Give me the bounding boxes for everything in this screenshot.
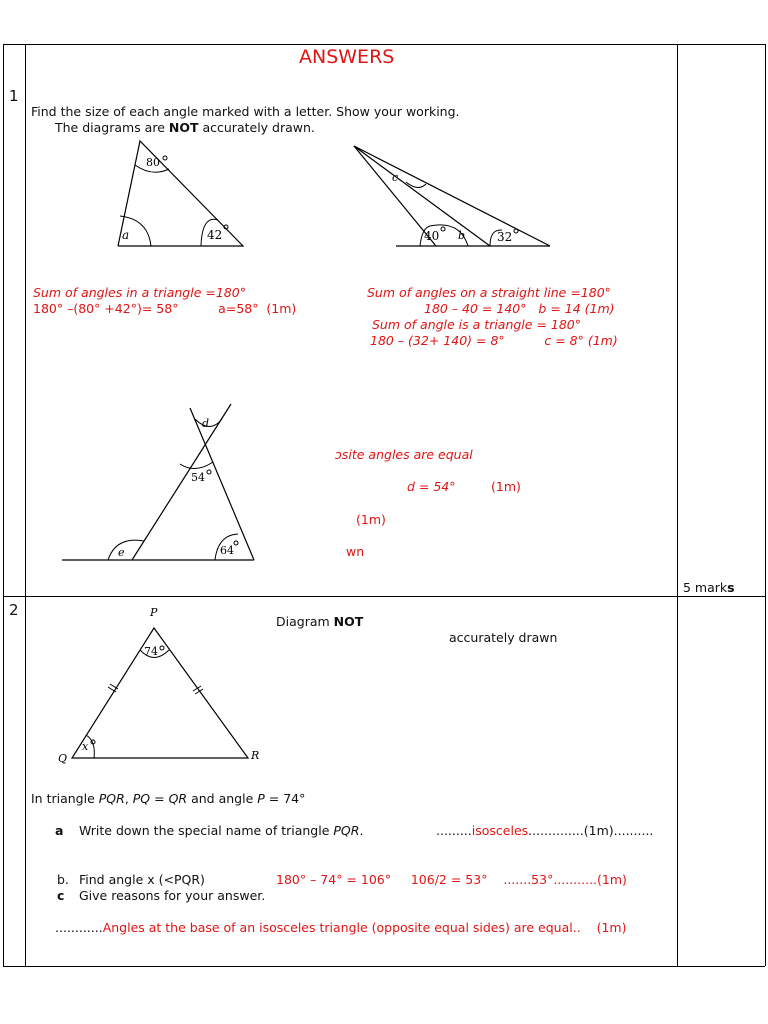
triangle-diagram-pqr <box>52 602 267 767</box>
q2-statement-pq: PQ <box>132 791 151 806</box>
tri1-angle-a: a <box>122 228 130 242</box>
q2-diagram-note <box>276 614 363 629</box>
tri2-degree-32 <box>514 229 518 233</box>
question-number-2: 2 <box>9 601 19 619</box>
q1-note-bold: NOT <box>168 120 199 135</box>
tri2-angle-b: b <box>458 229 466 242</box>
q1-instruction: Find the size of each angle marked with a letter. Show your working. <box>31 104 460 119</box>
q2-diagram-bold: NOT <box>333 614 364 629</box>
q1-answer3-line-4: wn <box>346 544 365 559</box>
q2-statement-pqr: PQR <box>98 791 125 806</box>
tri1-angle-right: 42 <box>207 228 223 242</box>
q2-statement-qr: QR <box>168 791 188 806</box>
triangle-diagram-1 <box>110 135 255 255</box>
q2-part-c-answer <box>55 920 626 935</box>
q1-answer-left-line-1: Sum of angles in a triangle =180° <box>33 285 246 300</box>
q1-answer-right-line-4: 180 – (32+ 140) = 8° c = 8° (1m) <box>370 333 618 348</box>
q1-note <box>55 120 315 135</box>
tri2-angle-40: 40 <box>424 229 440 243</box>
table-border-right <box>765 44 766 966</box>
table-row-divider <box>3 596 765 597</box>
q2-part-a-dots-post: ..............(1m).......... <box>528 823 654 838</box>
triangle-diagram-3 <box>60 402 260 567</box>
q1-marks-bold: s <box>727 580 735 595</box>
q1-answer-left-line-2: 180° –(80° +42°)= 58° a=58° (1m) <box>33 301 297 316</box>
q1-answer-right-line-2: 180 – 40 = 140° b = 14 (1m) <box>424 301 615 316</box>
q2-statement-3: = <box>150 791 169 806</box>
q1-answer3-line-1: ɔsite angles are equal <box>335 447 473 462</box>
tri3-angle-d: d <box>202 417 210 430</box>
q2-part-a-dot: . <box>359 823 364 838</box>
table-col-divider-1 <box>25 44 26 966</box>
q2-part-c-answer-text: Angles at the base of an isosceles triangle (opposite equal sides) are equal.. (1m) <box>102 920 627 935</box>
tri2-angle-c: c <box>392 171 399 184</box>
q2-part-a-pqr: PQR <box>333 823 360 838</box>
q2-part-a-question <box>79 823 363 838</box>
tri-pqr-label-q: Q <box>58 752 68 765</box>
tri-pqr-angle-x: x <box>82 740 89 753</box>
q2-part-b-label: b. <box>57 872 69 887</box>
triangle-diagram-2 <box>350 142 560 252</box>
q1-answer3-line-3: (1m) <box>356 512 386 527</box>
q2-part-a-text: Write down the special name of triangle <box>79 823 334 838</box>
q1-marks <box>683 580 735 595</box>
table-col-divider-2 <box>677 44 678 966</box>
question-number-1: 1 <box>9 87 19 105</box>
q2-statement-5: = 74° <box>264 791 306 806</box>
q2-accurately-drawn: accurately drawn <box>449 630 558 645</box>
q2-statement-p: P <box>257 791 265 806</box>
table-border-top <box>3 44 765 45</box>
tri3-angle-64: 64 <box>220 544 234 557</box>
q1-answer-right-line-1: Sum of angles on a straight line =180° <box>367 285 611 300</box>
q2-part-c-question: Give reasons for your answer. <box>79 888 266 903</box>
q2-part-a-answer-text: isosceles <box>471 823 529 838</box>
q2-part-a-dots-pre: ......... <box>436 823 472 838</box>
q2-part-b-question: Find angle x (<PQR) <box>79 872 205 887</box>
q2-part-c-dots-pre: ............ <box>55 920 103 935</box>
q2-part-a-label: a <box>55 823 64 838</box>
tri3-degree-54 <box>207 470 211 474</box>
tri2-angle-32: 32 <box>497 230 513 244</box>
q1-note-pre: The diagrams are <box>55 120 169 135</box>
q1-answer-right-line-3: Sum of angle is a triangle = 180° <box>372 317 581 332</box>
tri-pqr-angle-74: 74 <box>144 645 158 658</box>
q2-part-a-answer <box>436 823 653 838</box>
tri3-degree-64 <box>234 541 238 545</box>
q1-answer3-line-2-mark: (1m) <box>491 479 521 494</box>
tri-pqr-degree-74 <box>160 646 164 650</box>
q2-statement-1: In triangle <box>31 791 99 806</box>
q2-diagram-pre: Diagram <box>276 614 334 629</box>
table-border-bottom <box>3 966 765 967</box>
q1-answer3-line-2: d = 54° <box>407 479 456 494</box>
q2-part-c-label: c <box>57 888 65 903</box>
tri1-angle-top: 80 <box>146 156 160 169</box>
tri-pqr-label-r: R <box>251 749 260 762</box>
tri1-degree-top <box>163 156 167 160</box>
tri3-angle-54: 54 <box>191 471 205 484</box>
table-border-left <box>3 44 4 966</box>
q2-statement-4: and angle <box>187 791 258 806</box>
q2-part-b-answer: 180° – 74° = 106° 106/2 = 53° .......53°...........(1m) <box>276 872 627 887</box>
q1-note-post: accurately drawn. <box>198 120 315 135</box>
tri2-degree-40 <box>441 227 445 231</box>
q2-statement <box>31 791 305 806</box>
tri-pqr-label-p: P <box>150 606 158 619</box>
tri3-angle-e: e <box>118 546 125 559</box>
q1-marks-pre: 5 mark <box>683 580 728 595</box>
q2-statement-2: , <box>124 791 133 806</box>
page-title: ANSWERS <box>299 46 395 68</box>
